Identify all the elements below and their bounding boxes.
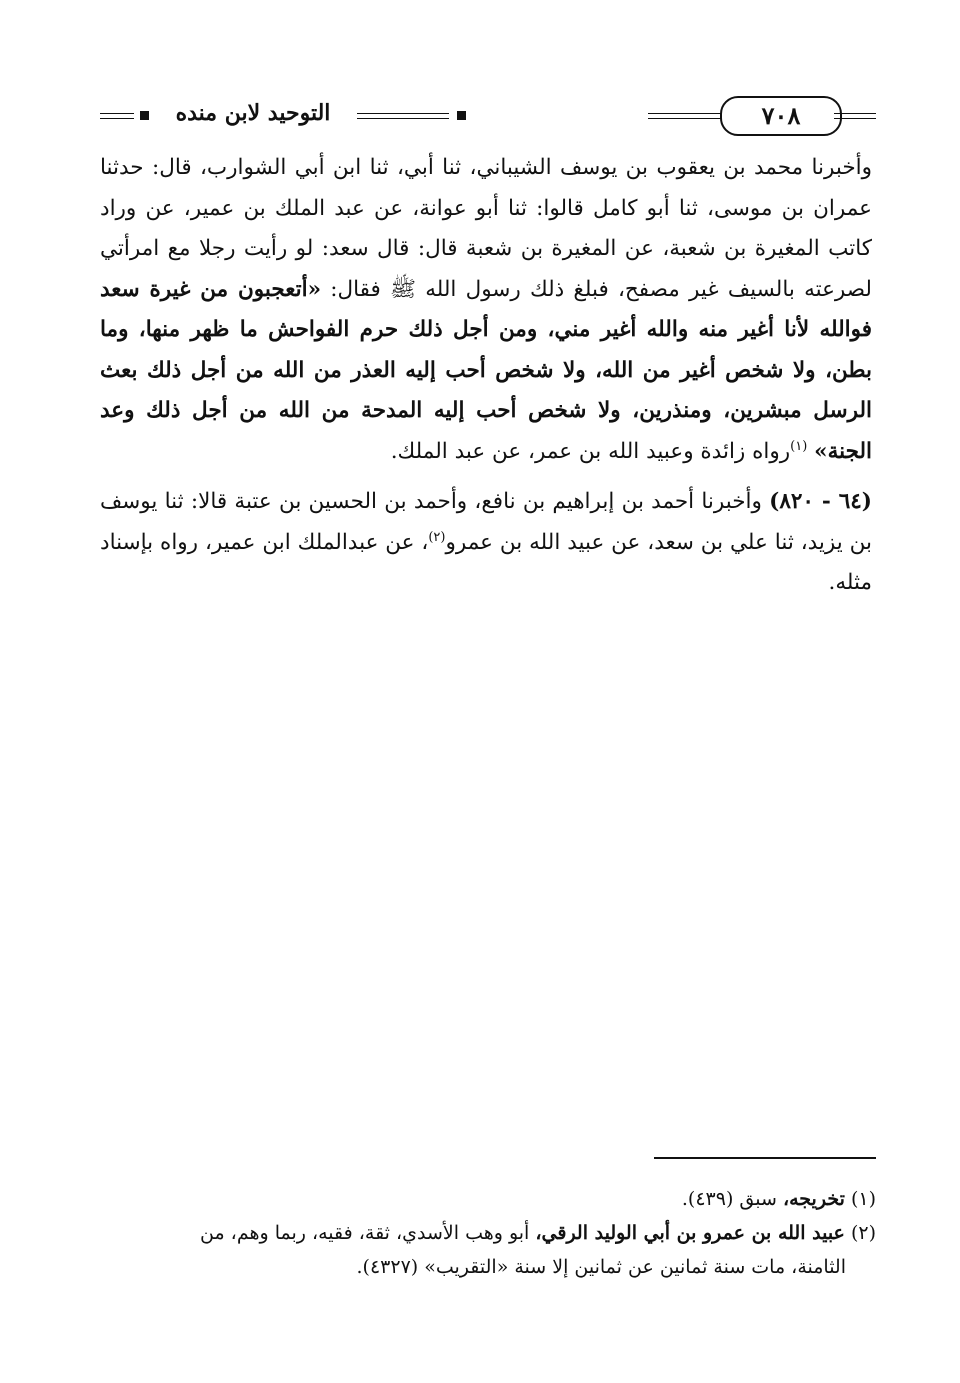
paragraph <box>100 482 872 604</box>
hadith-text: «أتعجبون من غيرة سعد فوالله لأنا أغير منه والله أغير مني، ومن أجل ذلك حرم الفواحش ما ظهر منها، وما بطن، ولا شخص أغير من الله، ولا شخص أحب إليه العذر من الله من أجل ذلك بعث الرسل مبشرين، ومنذرين، ولا شخص أحب إليه المدحة من الله من أجل ذلك وعد الجنة» <box>100 276 872 464</box>
main-text <box>100 148 872 604</box>
header-rule <box>100 113 134 119</box>
footnote-separator <box>654 1157 876 1159</box>
narration-note: رواه زائدة وعبيد الله بن عمر، عن عبد الملك. <box>390 438 791 464</box>
footnote-number: (١) <box>850 1188 876 1210</box>
footnote-continuation: الثامنة، مات سنة ثمانين عن ثمانين إلا سنة «التقريب» (٤٣٢٧). <box>356 1256 846 1278</box>
page-number: ٧٠٨ <box>720 96 842 136</box>
narration-chain: وأخبرنا محمد بن يعقوب بن يوسف الشيباني، ثنا أبي، ثنا ابن أبي الشوارب، قال: حدثنا عمران بن موسى، ثنا أبو كامل قالوا: ثنا أبو عوانة، عن عبد الملك بن عمير، عن وراد كاتب المغيرة بن شعبة، عن المغيرة بن شعبة قال: قال سعد: لو رأيت رجلا مع امرأتي لصرعته بالسيف غير مصفح، فبلغ ذلك رسول الله ﷺ فقال: <box>100 155 872 302</box>
hadith-number: (٦٤ - ٨٢٠) <box>769 489 872 514</box>
header-square-ornament <box>140 111 149 120</box>
footnote-ref: (٢) <box>428 529 446 545</box>
footnotes <box>110 1182 876 1284</box>
narration-chain: وأخبرنا أحمد بن إبراهيم بن نافع، وأحمد بن الحسين بن عتبة قالا: ثنا يوسف بن يزيد، ثنا علي بن سعد، عن عبيد الله بن عمرو <box>100 489 872 555</box>
footnote-text: سبق (٤٣٩). <box>681 1188 777 1210</box>
footnote-heading: تخريجه، <box>782 1188 845 1210</box>
header-square-ornament <box>457 111 466 120</box>
paragraph <box>100 148 872 472</box>
footnote <box>110 1182 876 1216</box>
page-header <box>100 96 876 140</box>
footnote <box>110 1216 876 1250</box>
footnote-heading: عبيد الله بن عمرو بن أبي الوليد الرقي، <box>535 1222 845 1244</box>
footnote-text: أبو وهب الأسدي، ثقة، فقيه، ربما وهم، من <box>200 1222 530 1244</box>
header-rule <box>834 113 876 119</box>
footnote-number: (٢) <box>850 1222 876 1244</box>
running-title: التوحيد لابن منده <box>175 100 331 126</box>
narration-chain: ، عن عبدالملك ابن عمير، رواه بإسناد مثله. <box>100 529 872 595</box>
header-rule <box>357 113 449 119</box>
footnote-ref: (١) <box>790 438 808 454</box>
